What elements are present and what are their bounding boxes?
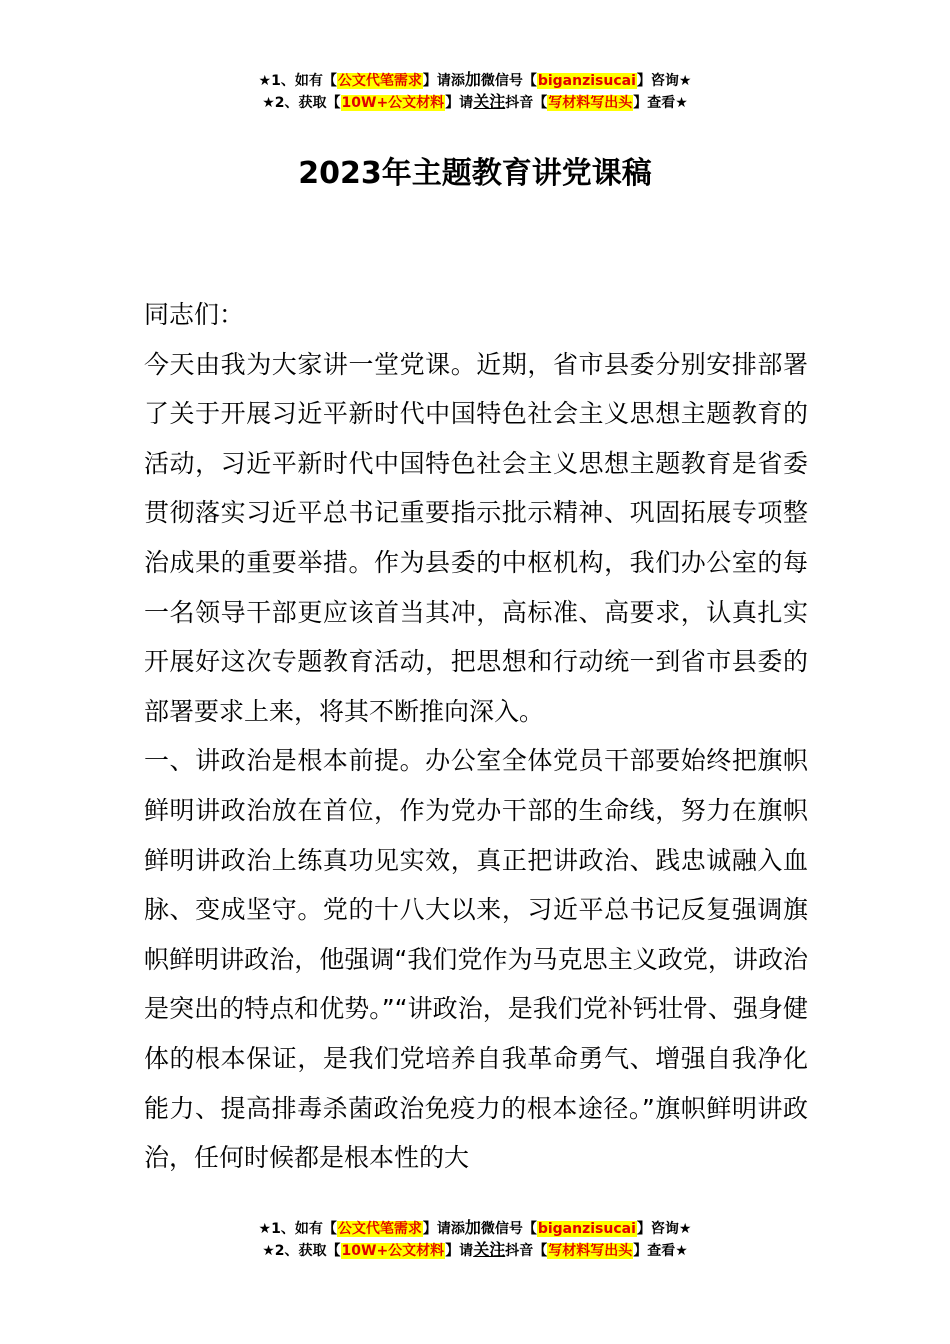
banner-highlight: 公文代笔需求: [337, 73, 422, 89]
banner-line-2: [0, 91, 950, 113]
banner-text: 】请添: [422, 1221, 465, 1237]
banner-line-1: [0, 69, 950, 91]
greeting: 同志们：: [144, 300, 245, 329]
banner-highlight: 10W+公文材料: [341, 95, 445, 111]
banner-text: 】咨询★: [636, 1221, 692, 1237]
document-body: [144, 290, 808, 1183]
banner-text: 微信号【: [480, 1221, 537, 1237]
banner-text: 】请添: [422, 73, 465, 89]
banner-text: ★2、获取【: [262, 95, 341, 111]
banner-line-2: [0, 1239, 950, 1261]
banner-wechat-id: biganzisucai: [537, 1221, 636, 1237]
banner-highlight: 公文代笔需求: [337, 1221, 422, 1237]
banner-douyin-id: 写材料写出头: [548, 95, 633, 111]
header-banner: [0, 69, 950, 113]
banner-douyin-id: 写材料写出头: [548, 1243, 633, 1259]
banner-text: 】请: [445, 1243, 474, 1259]
banner-text: ★2、获取【: [262, 1243, 341, 1259]
banner-emphasis: 加: [464, 70, 481, 89]
banner-emphasis: 关注: [473, 92, 506, 111]
banner-text: 】咨询★: [636, 73, 692, 89]
banner-text: ★1、如有【: [258, 1221, 337, 1237]
banner-text: 】查看★: [633, 95, 688, 111]
banner-text: 微信号【: [480, 73, 537, 89]
banner-text: 】请: [445, 95, 474, 111]
banner-emphasis: 关注: [473, 1240, 506, 1259]
banner-text: 】查看★: [633, 1243, 688, 1259]
banner-line-1: [0, 1217, 950, 1239]
banner-text: ★1、如有【: [258, 73, 337, 89]
footer-banner: [0, 1217, 950, 1261]
banner-text: 抖音【: [505, 95, 548, 111]
banner-highlight: 10W+公文材料: [341, 1243, 445, 1259]
body-paragraph: 今天由我为大家讲一堂党课。近期，省市县委分别安排部署了关于开展习近平新时代中国特色社会主义思想主题教育的活动，习近平新时代中国特色社会主义思想主题教育是省委贯彻落实习近平总书记重要指示批示精神、巩固拓展专项整治成果的重要举措。作为县委的中枢机构，我们办公室的每一名领导干部更应该首当其冲，高标准、高要求，认真扎实开展好这次专题教育活动，把思想和行动统一到省市县委的部署要求上来，将其不断推向深入。: [144, 349, 808, 726]
banner-text: 抖音【: [505, 1243, 548, 1259]
banner-wechat-id: biganzisucai: [537, 73, 636, 89]
banner-emphasis: 加: [464, 1218, 481, 1237]
body-paragraph: 一、讲政治是根本前提。办公室全体党员干部要始终把旗帜鲜明讲政治放在首位，作为党办干部的生命线，努力在旗帜鲜明讲政治上练真功见实效，真正把讲政治、践忠诚融入血脉、变成坚守。党的十八大以来，习近平总书记反复强调旗帜鲜明讲政治，他强调“我们党作为马克思主义政党，讲政治是突出的特点和优势。”“讲政治，是我们党补钙壮骨、强身健体的根本保证，是我们党培养自我革命勇气、增强自我净化能力、提高排毒杀菌政治免疫力的根本途径。”旗帜鲜明讲政治，任何时候都是根本性的大: [144, 746, 808, 1173]
document-title: 2023年主题教育讲党课稿: [298, 156, 652, 191]
